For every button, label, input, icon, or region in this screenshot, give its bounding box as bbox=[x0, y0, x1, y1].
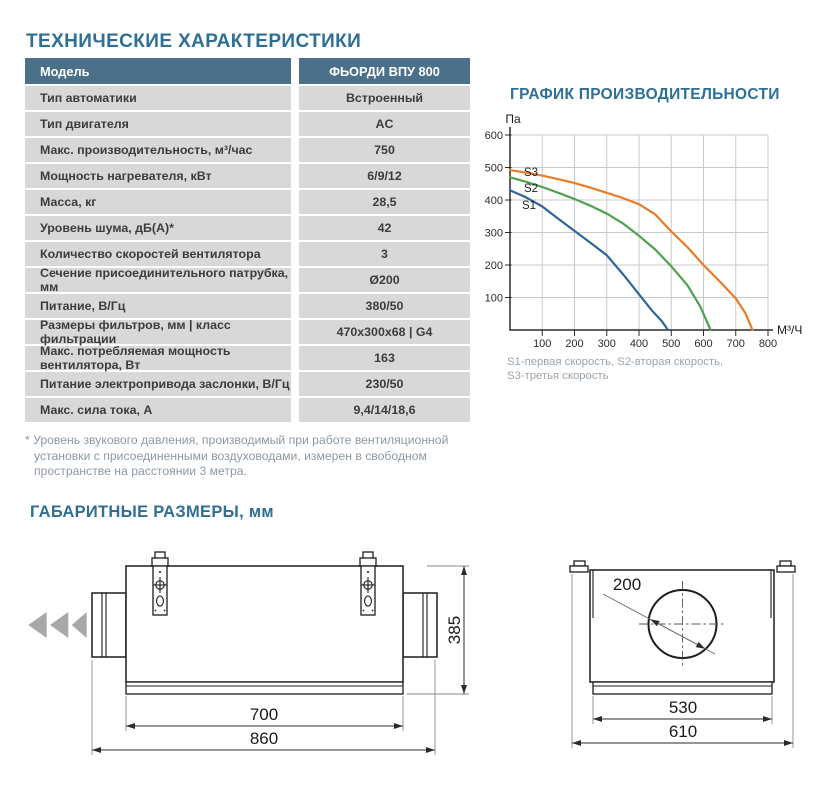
spec-table-body bbox=[25, 86, 470, 422]
table-row bbox=[25, 86, 470, 110]
end-view-drawing bbox=[545, 550, 815, 780]
y-axis-unit: Па bbox=[505, 112, 521, 126]
table-row bbox=[25, 268, 470, 292]
spec-value: AC bbox=[299, 112, 470, 136]
spec-label: Макс. производительность, м³/час bbox=[25, 138, 291, 162]
spec-value: 750 bbox=[299, 138, 470, 162]
right-duct-spigot bbox=[403, 593, 437, 657]
x-tick-label: 500 bbox=[662, 338, 681, 350]
dim-body-width-label: 530 bbox=[668, 698, 698, 717]
spec-value: 470x300x68 | G4 bbox=[299, 320, 470, 344]
spec-label: Количество скоростей вентилятора bbox=[25, 242, 291, 266]
legend-line-2: S3-третья скорость bbox=[507, 369, 609, 382]
table-row bbox=[25, 294, 470, 318]
table-row bbox=[25, 164, 470, 188]
clamp-bracket-left bbox=[152, 552, 168, 615]
y-tick-label: 600 bbox=[484, 130, 503, 142]
x-axis-unit: М³/Ч bbox=[777, 323, 803, 337]
footnote: * Уровень звукового давления, производимый при работе вентиляционной установки с присоединенными воздуховодами, измерен в свободном пространстве на расстоянии 3 метра. bbox=[25, 433, 449, 478]
performance-chart bbox=[480, 112, 820, 382]
dim-body-length-label: 700 bbox=[249, 705, 279, 724]
bottom-rail bbox=[593, 682, 772, 694]
dim-body-length bbox=[126, 696, 403, 731]
legend-line-1: S1-первая скорость, S2-вторая скорость, bbox=[507, 356, 724, 368]
dim-total-width-label: 610 bbox=[668, 722, 698, 741]
table-header-value: ФЬОРДИ ВПУ 800 bbox=[299, 58, 470, 84]
y-tick-label: 100 bbox=[484, 292, 503, 305]
spec-value: 6/9/12 bbox=[299, 164, 470, 188]
table-row bbox=[25, 138, 470, 162]
spec-label: Тип автоматики bbox=[25, 86, 291, 110]
dim-height-label: 385 bbox=[445, 615, 464, 645]
spec-label: Размеры фильтров, мм | класс фильтрации bbox=[25, 320, 291, 344]
y-tick-label: 500 bbox=[484, 162, 503, 175]
axes bbox=[510, 127, 773, 330]
spec-value: 28,5 bbox=[299, 190, 470, 214]
x-tick-label: 200 bbox=[565, 338, 584, 350]
table-row bbox=[25, 372, 470, 396]
dim-total-length-label: 860 bbox=[249, 729, 279, 748]
spec-value: 3 bbox=[299, 242, 470, 266]
corner-tab-left bbox=[570, 561, 588, 572]
table-row bbox=[25, 242, 470, 266]
y-tick-label: 200 bbox=[484, 260, 503, 272]
spec-value: Встроенный bbox=[299, 86, 470, 110]
dim-duct-diameter-label: 200 bbox=[612, 575, 642, 594]
table-header-row bbox=[25, 58, 470, 84]
x-tick-label: 300 bbox=[597, 338, 616, 350]
spec-label: Питание, В/Гц bbox=[25, 294, 291, 318]
spec-label: Сечение присоединительного патрубка, мм bbox=[25, 268, 291, 292]
spec-value: 230/50 bbox=[299, 372, 470, 396]
table-row bbox=[25, 112, 470, 136]
spec-value: Ø200 bbox=[299, 268, 470, 292]
table-row bbox=[25, 320, 470, 344]
airflow-arrows-icon bbox=[28, 612, 86, 638]
spec-label: Макс. потребляемая мощность вентилятора, Вт bbox=[25, 346, 291, 370]
spec-value: 42 bbox=[299, 216, 470, 240]
table-header-label: Модель bbox=[25, 58, 291, 84]
spec-label: Мощность нагревателя, кВт bbox=[25, 164, 291, 188]
x-tick-label: 400 bbox=[629, 338, 649, 350]
spec-value: 9,4/14/18,6 bbox=[299, 398, 470, 422]
spec-table bbox=[25, 58, 470, 424]
chart-legend bbox=[507, 356, 723, 383]
table-row bbox=[25, 398, 470, 422]
dimensions-heading: ГАБАРИТНЫЕ РАЗМЕРЫ, мм bbox=[30, 503, 274, 521]
series-label-S2: S2 bbox=[524, 183, 539, 195]
series-label-S1: S1 bbox=[522, 200, 537, 212]
spec-label: Масса, кг bbox=[25, 190, 291, 214]
series-label-S3: S3 bbox=[524, 167, 539, 179]
dim-body-width bbox=[593, 696, 772, 724]
spec-value: 163 bbox=[299, 346, 470, 370]
spec-label: Макс. сила тока, А bbox=[25, 398, 291, 422]
specs-heading: ТЕХНИЧЕСКИЕ ХАРАКТЕРИСТИКИ bbox=[26, 31, 362, 52]
series-S3 bbox=[510, 170, 753, 330]
chart-heading: ГРАФИК ПРОИЗВОДИТЕЛЬНОСТИ bbox=[510, 86, 780, 103]
table-row bbox=[25, 216, 470, 240]
corner-tab-right bbox=[777, 561, 795, 572]
table-row bbox=[25, 346, 470, 370]
spec-label: Питание электропривода заслонки, В/Гц bbox=[25, 372, 291, 396]
side-view-drawing bbox=[20, 550, 470, 780]
clamp-bracket-right bbox=[360, 552, 376, 615]
table-row bbox=[25, 190, 470, 214]
bottom-rail bbox=[126, 682, 403, 694]
x-tick-label: 800 bbox=[758, 338, 778, 350]
spec-label: Уровень шума, дБ(А)* bbox=[25, 216, 291, 240]
spec-label: Тип двигателя bbox=[25, 112, 291, 136]
y-tick-label: 300 bbox=[484, 227, 503, 240]
spec-value: 380/50 bbox=[299, 294, 470, 318]
x-tick-label: 600 bbox=[694, 338, 713, 350]
left-duct-spigot bbox=[92, 593, 126, 657]
y-tick-label: 400 bbox=[484, 195, 503, 207]
x-tick-label: 700 bbox=[726, 338, 745, 350]
x-tick-label: 100 bbox=[533, 338, 552, 350]
